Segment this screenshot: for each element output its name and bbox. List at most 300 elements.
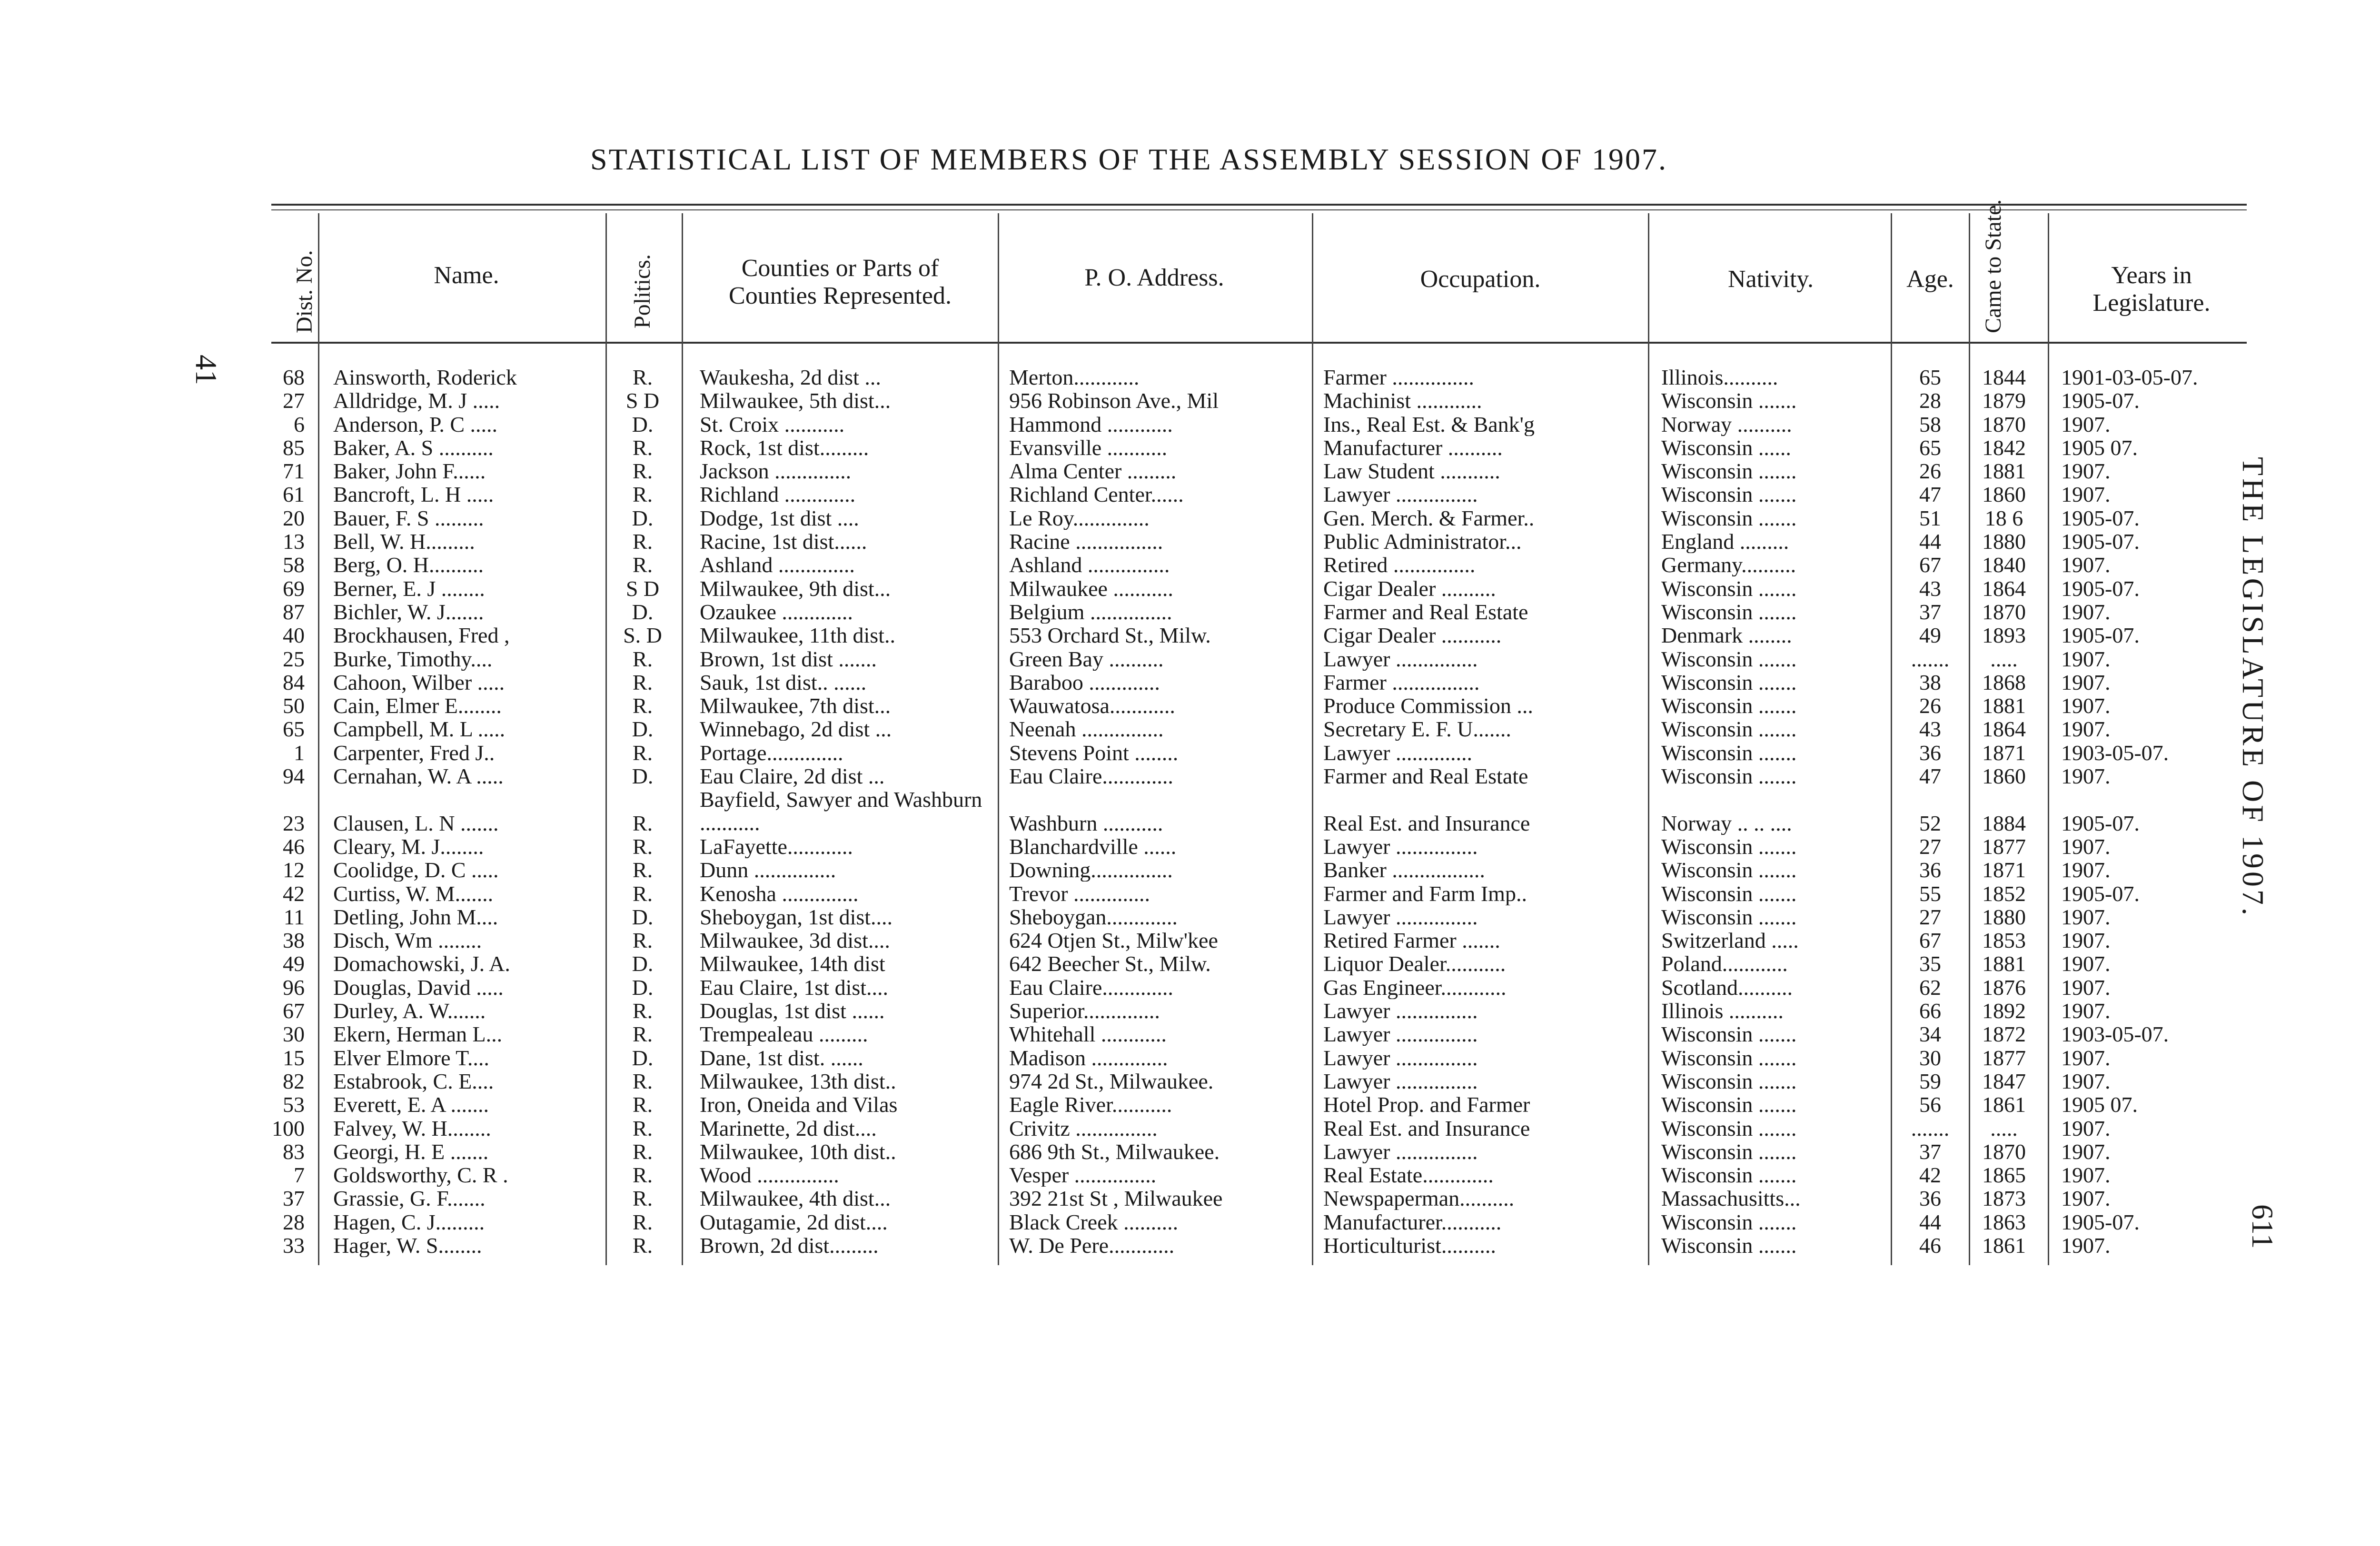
name-cell: Detling, John M.... — [333, 905, 498, 929]
name-cell: Goldsworthy, C. R . — [333, 1163, 508, 1187]
po-address-cell: Green Bay .......... — [1009, 647, 1164, 671]
county-cell: LaFayette............ — [700, 834, 853, 858]
nativity-cell: Wisconsin ....... — [1661, 741, 1797, 764]
county-cell: Eau Claire, 2d dist ... — [700, 764, 885, 788]
name-cell: Bell, W. H......... — [333, 530, 475, 554]
age-cell: 67 — [1919, 553, 1941, 577]
page-number: 611 — [2246, 1204, 2280, 1249]
po-address-cell: Belgium ............... — [1009, 600, 1172, 624]
po-address-cell: Trevor .............. — [1009, 882, 1150, 905]
years-cell: 1907. — [2061, 647, 2111, 671]
politics-cell: R. — [632, 694, 653, 718]
po-address-cell: Eau Claire............. — [1009, 975, 1173, 999]
years-cell: 1907. — [2061, 1140, 2111, 1163]
po-address-cell: Whitehall ............ — [1009, 1022, 1167, 1046]
nativity-cell: Wisconsin ....... — [1661, 576, 1797, 600]
name-cell: Baker, John F...... — [333, 459, 486, 483]
came-to-state-cell: 1842 — [1982, 436, 2026, 459]
occupation-cell: Farmer ............... — [1323, 366, 1474, 389]
po-address-cell: 642 Beecher St., Milw. — [1009, 952, 1211, 976]
came-to-state-cell: 1881 — [1982, 694, 2026, 718]
header-years-line1: Years in — [2111, 262, 2192, 289]
nativity-cell: Wisconsin ...... — [1661, 436, 1791, 459]
dist-no-cell: 38 — [283, 929, 305, 952]
name-cell: Coolidge, D. C ..... — [333, 858, 499, 882]
years-cell: 1905-07. — [2061, 811, 2140, 835]
politics-cell: R. — [632, 553, 653, 577]
occupation-cell: Gas Engineer............ — [1323, 975, 1507, 999]
table-row — [0, 717, 2266, 741]
dist-no-cell: 20 — [283, 506, 305, 530]
table-row — [0, 929, 2266, 952]
nativity-cell: Poland............ — [1661, 952, 1788, 976]
dist-no-cell: 94 — [283, 764, 305, 788]
dist-no-cell: 49 — [283, 952, 305, 976]
name-cell: Falvey, W. H........ — [333, 1116, 491, 1140]
occupation-cell: Lawyer ............... — [1323, 905, 1478, 929]
name-cell: Clausen, L. N ....... — [333, 811, 499, 835]
table-row — [0, 506, 2266, 530]
age-cell: 58 — [1919, 412, 1941, 436]
county-cell: Brown, 2d dist......... — [700, 1233, 879, 1257]
po-address-cell: Alma Center ......... — [1009, 459, 1177, 483]
table-row — [0, 1070, 2266, 1093]
dist-no-cell: 46 — [283, 834, 305, 858]
age-cell: 67 — [1919, 929, 1941, 952]
county-cell: Milwaukee, 11th dist.. — [700, 624, 895, 647]
name-cell: Anderson, P. C ..... — [333, 412, 498, 436]
age-cell: 30 — [1919, 1046, 1941, 1070]
politics-cell: D. — [632, 506, 654, 530]
came-to-state-cell: 1853 — [1982, 929, 2026, 952]
header-counties-line2: Counties Represented. — [729, 282, 952, 309]
came-to-state-cell: ..... — [1990, 1116, 2018, 1140]
header-years-line2: Legislature. — [2092, 289, 2211, 317]
nativity-cell: Wisconsin ....... — [1661, 670, 1797, 694]
county-cell: Waukesha, 2d dist ... — [700, 366, 881, 389]
occupation-cell: Gen. Merch. & Farmer.. — [1323, 506, 1535, 530]
politics-cell: R. — [632, 670, 653, 694]
politics-cell: D. — [632, 952, 654, 976]
years-cell: 1907. — [2061, 483, 2111, 506]
header-years — [2052, 262, 2251, 317]
years-cell: 1905-07. — [2061, 624, 2140, 647]
county-cell: Milwaukee, 4th dist... — [700, 1187, 891, 1210]
nativity-cell: Wisconsin ....... — [1661, 1046, 1797, 1070]
years-cell: 1901-03-05-07. — [2061, 366, 2198, 389]
occupation-cell: Manufacturer........... — [1323, 1210, 1502, 1234]
came-to-state-cell: 1871 — [1982, 741, 2026, 764]
po-address-cell: Hammond ............ — [1009, 412, 1173, 436]
occupation-cell: Lawyer ............... — [1323, 483, 1478, 506]
table-row — [0, 1140, 2266, 1163]
dist-no-cell: 84 — [283, 670, 305, 694]
dist-no-cell: 87 — [283, 600, 305, 624]
name-cell: Burke, Timothy.... — [333, 647, 493, 671]
came-to-state-cell: 1873 — [1982, 1187, 2026, 1210]
occupation-cell: Lawyer ............... — [1323, 647, 1478, 671]
table-row — [0, 952, 2266, 975]
dist-no-cell: 28 — [283, 1210, 305, 1234]
came-to-state-cell: 1881 — [1982, 459, 2026, 483]
dist-no-cell: 100 — [272, 1116, 305, 1140]
age-cell: 26 — [1919, 694, 1941, 718]
years-cell: 1905-07. — [2061, 389, 2140, 413]
dist-no-cell: 6 — [294, 412, 305, 436]
age-cell: 65 — [1919, 436, 1941, 459]
dist-no-cell: 30 — [283, 1022, 305, 1046]
age-cell: 55 — [1919, 882, 1941, 905]
header-dist-no: Dist. No. — [292, 250, 317, 333]
years-cell: 1907. — [2061, 905, 2111, 929]
dist-no-cell: 67 — [283, 999, 305, 1023]
table-row — [0, 1163, 2266, 1187]
occupation-cell: Lawyer ............... — [1323, 1046, 1478, 1070]
age-cell: 43 — [1919, 717, 1941, 741]
dist-no-cell: 1 — [294, 741, 305, 764]
po-address-cell: 624 Otjen St., Milw'kee — [1009, 929, 1218, 952]
table-row — [0, 1093, 2266, 1116]
county-cell: Sauk, 1st dist.. ...... — [700, 670, 867, 694]
nativity-cell: Scotland.......... — [1661, 975, 1793, 999]
table-row — [0, 1117, 2266, 1140]
age-cell: 42 — [1919, 1163, 1941, 1187]
years-cell: 1907. — [2061, 834, 2111, 858]
name-cell: Berner, E. J ........ — [333, 576, 485, 600]
politics-cell: R. — [632, 741, 653, 764]
table-row — [0, 999, 2266, 1022]
table-row — [0, 647, 2266, 671]
occupation-cell: Lawyer ............... — [1323, 999, 1478, 1023]
nativity-cell: Wisconsin ....... — [1661, 1233, 1797, 1257]
dist-no-cell: 13 — [283, 530, 305, 554]
name-cell: Hager, W. S........ — [333, 1233, 482, 1257]
name-cell: Cain, Elmer E........ — [333, 694, 502, 718]
name-cell: Douglas, David ..... — [333, 975, 504, 999]
occupation-cell: Farmer and Real Estate — [1323, 600, 1528, 624]
politics-cell: S D — [625, 389, 660, 413]
county-cell: Outagamie, 2d dist.... — [700, 1210, 888, 1234]
name-cell: Curtiss, W. M....... — [333, 882, 494, 905]
table-row — [0, 436, 2266, 459]
table-row — [0, 1022, 2266, 1046]
nativity-cell: Wisconsin ....... — [1661, 905, 1797, 929]
came-to-state-cell: 1884 — [1982, 811, 2026, 835]
dist-no-cell: 11 — [283, 905, 305, 929]
occupation-cell: Farmer and Real Estate — [1323, 764, 1528, 788]
po-address-cell: 553 Orchard St., Milw. — [1009, 624, 1211, 647]
dist-no-cell: 58 — [283, 553, 305, 577]
years-cell: 1905 07. — [2061, 1093, 2138, 1117]
years-cell: 1907. — [2061, 717, 2111, 741]
county-cell: Jackson .............. — [700, 459, 852, 483]
po-address-cell: W. De Pere............ — [1009, 1233, 1175, 1257]
politics-cell: R. — [632, 530, 653, 554]
name-cell: Disch, Wm ........ — [333, 929, 482, 952]
came-to-state-cell: ..... — [1990, 647, 2018, 671]
politics-cell: R. — [632, 1093, 653, 1117]
politics-cell: R. — [632, 436, 653, 459]
county-cell: Brown, 1st dist ....... — [700, 647, 877, 671]
occupation-cell: Retired ............... — [1323, 553, 1476, 577]
header-name: Name. — [434, 262, 499, 289]
came-to-state-cell: 1893 — [1982, 624, 2026, 647]
years-cell: 1907. — [2061, 1187, 2111, 1210]
nativity-cell: Wisconsin ....... — [1661, 1093, 1797, 1117]
member-table — [0, 366, 2266, 1257]
po-address-cell: Madison .............. — [1009, 1046, 1168, 1070]
came-to-state-cell: 1877 — [1982, 834, 2026, 858]
table-row — [0, 882, 2266, 905]
age-cell: 36 — [1919, 858, 1941, 882]
name-cell: Ekern, Herman L... — [333, 1022, 503, 1046]
nativity-cell: England ......... — [1661, 530, 1789, 554]
occupation-cell: Newspaperman.......... — [1323, 1187, 1515, 1210]
age-cell: 38 — [1919, 670, 1941, 694]
occupation-cell: Machinist ............ — [1323, 389, 1482, 413]
politics-cell: D. — [632, 905, 654, 929]
table-row — [0, 459, 2266, 483]
dist-no-cell: 40 — [283, 624, 305, 647]
county-cell: Racine, 1st dist...... — [700, 530, 867, 554]
table-row — [0, 764, 2266, 788]
table-row — [0, 553, 2266, 576]
table-row — [0, 1210, 2266, 1234]
po-address-cell: Evansville ........... — [1009, 436, 1168, 459]
years-cell: 1907. — [2061, 1233, 2111, 1257]
nativity-cell: Wisconsin ....... — [1661, 717, 1797, 741]
years-cell: 1907. — [2061, 600, 2111, 624]
nativity-cell: Wisconsin ....... — [1661, 1140, 1797, 1163]
occupation-cell: Horticulturist.......... — [1323, 1233, 1496, 1257]
years-cell: 1907. — [2061, 999, 2111, 1023]
politics-cell: R. — [632, 1163, 653, 1187]
dist-no-cell: 12 — [283, 858, 305, 882]
table-row — [0, 366, 2266, 389]
age-cell: 44 — [1919, 1210, 1941, 1234]
dist-no-cell: 71 — [283, 459, 305, 483]
came-to-state-cell: 1880 — [1982, 905, 2026, 929]
po-address-cell: Vesper ............... — [1009, 1163, 1157, 1187]
occupation-cell: Lawyer ............... — [1323, 1022, 1478, 1046]
name-cell: Bichler, W. J....... — [333, 600, 484, 624]
years-cell: 1907. — [2061, 975, 2111, 999]
came-to-state-cell: 1881 — [1982, 952, 2026, 976]
po-address-cell: Stevens Point ........ — [1009, 741, 1179, 764]
name-cell: Durley, A. W....... — [333, 999, 486, 1023]
po-address-cell: 686 9th St., Milwaukee. — [1009, 1140, 1220, 1163]
politics-cell: R. — [632, 929, 653, 952]
nativity-cell: Wisconsin ....... — [1661, 1210, 1797, 1234]
name-cell: Bauer, F. S ......... — [333, 506, 484, 530]
nativity-cell: Wisconsin ....... — [1661, 882, 1797, 905]
occupation-cell: Farmer ................ — [1323, 670, 1480, 694]
po-address-cell: 956 Robinson Ave., Mil — [1009, 389, 1219, 413]
came-to-state-cell: 1865 — [1982, 1163, 2026, 1187]
occupation-cell: Produce Commission ... — [1323, 694, 1533, 718]
occupation-cell: Lawyer ............... — [1323, 834, 1478, 858]
age-cell: 37 — [1919, 1140, 1941, 1163]
came-to-state-cell: 1871 — [1982, 858, 2026, 882]
years-cell: 1905-07. — [2061, 576, 2140, 600]
occupation-cell: Real Est. and Insurance — [1323, 1116, 1530, 1140]
name-cell: Campbell, M. L ..... — [333, 717, 506, 741]
county-cell: Rock, 1st dist......... — [700, 436, 869, 459]
occupation-cell: Lawyer ............... — [1323, 1140, 1478, 1163]
nativity-cell: Wisconsin ....... — [1661, 389, 1797, 413]
county-cell: Milwaukee, 9th dist... — [700, 576, 891, 600]
occupation-cell: Cigar Dealer .......... — [1323, 576, 1496, 600]
dist-no-cell: 85 — [283, 436, 305, 459]
nativity-cell: Wisconsin ....... — [1661, 459, 1797, 483]
dist-no-cell: 27 — [283, 389, 305, 413]
po-address-cell: Downing............... — [1009, 858, 1173, 882]
occupation-cell: Retired Farmer ....... — [1323, 929, 1500, 952]
age-cell: 37 — [1919, 600, 1941, 624]
dist-no-cell: 83 — [283, 1140, 305, 1163]
county-cell: Douglas, 1st dist ...... — [700, 999, 885, 1023]
header-rule-top — [271, 204, 2247, 206]
county-cell: St. Croix ........... — [700, 412, 845, 436]
name-cell: Cernahan, W. A ..... — [333, 764, 504, 788]
dist-no-cell: 96 — [283, 975, 305, 999]
dist-no-cell: 37 — [283, 1187, 305, 1210]
name-cell: Hagen, C. J......... — [333, 1210, 485, 1234]
nativity-cell: Wisconsin ....... — [1661, 1163, 1797, 1187]
politics-cell: D. — [632, 412, 654, 436]
county-cell: Trempealeau ......... — [700, 1022, 868, 1046]
politics-cell: D. — [632, 975, 654, 999]
politics-cell: R. — [632, 1233, 653, 1257]
county-cell: Iron, Oneida and Vilas — [700, 1093, 898, 1117]
county-cell: Ozaukee ............. — [700, 600, 853, 624]
occupation-cell: Cigar Dealer ........... — [1323, 624, 1502, 647]
politics-cell: R. — [632, 1116, 653, 1140]
came-to-state-cell: 1852 — [1982, 882, 2026, 905]
came-to-state-cell: 1864 — [1982, 576, 2026, 600]
table-row — [0, 1046, 2266, 1070]
nativity-cell: Wisconsin ....... — [1661, 647, 1797, 671]
years-cell: 1907. — [2061, 1163, 2111, 1187]
years-cell: 1907. — [2061, 1116, 2111, 1140]
came-to-state-cell: 1870 — [1982, 600, 2026, 624]
came-to-state-cell: 1860 — [1982, 764, 2026, 788]
name-cell: Berg, O. H.......... — [333, 553, 484, 577]
table-row — [0, 694, 2266, 717]
signature-mark: 41 — [189, 355, 223, 385]
nativity-cell: Norway .......... — [1661, 412, 1792, 436]
dist-no-cell: 82 — [283, 1069, 305, 1093]
header-politics: Politics. — [630, 254, 655, 328]
po-address-cell: Neenah ............... — [1009, 717, 1164, 741]
age-cell: 44 — [1919, 530, 1941, 554]
po-address-cell: 974 2d St., Milwaukee. — [1009, 1069, 1214, 1093]
header-counties-line1: Counties or Parts of — [741, 255, 939, 282]
came-to-state-cell: 1876 — [1982, 975, 2026, 999]
age-cell: 62 — [1919, 975, 1941, 999]
years-cell: 1905-07. — [2061, 1210, 2140, 1234]
dist-no-cell: 69 — [283, 576, 305, 600]
politics-cell: R. — [632, 1210, 653, 1234]
header-rule-top-thin — [271, 209, 2247, 210]
years-cell: 1905-07. — [2061, 882, 2140, 905]
nativity-cell: Illinois.......... — [1661, 366, 1778, 389]
name-cell: Carpenter, Fred J.. — [333, 741, 495, 764]
po-address-cell: Richland Center...... — [1009, 483, 1184, 506]
table-row — [0, 1234, 2266, 1257]
name-cell: Georgi, H. E ....... — [333, 1140, 489, 1163]
dist-no-cell: 23 — [283, 811, 305, 835]
nativity-cell: Denmark ........ — [1661, 624, 1792, 647]
header-counties — [685, 255, 995, 310]
years-cell: 1907. — [2061, 952, 2111, 976]
age-cell: 43 — [1919, 576, 1941, 600]
came-to-state-cell: 1870 — [1982, 412, 2026, 436]
politics-cell: R. — [632, 647, 653, 671]
age-cell: 28 — [1919, 389, 1941, 413]
po-address-cell: 392 21st St , Milwaukee — [1009, 1187, 1223, 1210]
nativity-cell: Switzerland ..... — [1661, 929, 1799, 952]
politics-cell: R. — [632, 882, 653, 905]
county-cell: Milwaukee, 13th dist.. — [700, 1069, 896, 1093]
age-cell: 49 — [1919, 624, 1941, 647]
table-row — [0, 835, 2266, 858]
county-cell: Eau Claire, 1st dist.... — [700, 975, 889, 999]
po-address-cell: Washburn ........... — [1009, 811, 1163, 835]
county-cell: Portage.............. — [700, 741, 843, 764]
age-cell: ....... — [1911, 1116, 1950, 1140]
politics-cell: R. — [632, 366, 653, 389]
age-cell: 47 — [1919, 764, 1941, 788]
occupation-cell: Secretary E. F. U....... — [1323, 717, 1511, 741]
years-cell: 1905-07. — [2061, 530, 2140, 554]
dist-no-cell: 15 — [283, 1046, 305, 1070]
county-cell: Richland ............. — [700, 483, 856, 506]
years-cell: 1907. — [2061, 929, 2111, 952]
politics-cell: D. — [632, 1046, 654, 1070]
po-address-cell: Ashland ............... — [1009, 553, 1170, 577]
county-cell: Milwaukee, 14th dist — [700, 952, 885, 976]
table-row — [0, 1187, 2266, 1210]
dist-no-cell: 61 — [283, 483, 305, 506]
table-row — [0, 413, 2266, 436]
header-po-address: P. O. Address. — [1084, 264, 1224, 291]
occupation-cell: Farmer and Farm Imp.. — [1323, 882, 1527, 905]
age-cell: 47 — [1919, 483, 1941, 506]
occupation-cell: Lawyer ............... — [1323, 1069, 1478, 1093]
politics-cell: R. — [632, 834, 653, 858]
age-cell: 59 — [1919, 1069, 1941, 1093]
occupation-cell: Ins., Real Est. & Bank'g — [1323, 412, 1535, 436]
table-row — [0, 741, 2266, 764]
county-cell: Dodge, 1st dist .... — [700, 506, 859, 530]
came-to-state-cell: 18 6 — [1984, 506, 2023, 530]
nativity-cell: Massachusitts... — [1661, 1187, 1801, 1210]
came-to-state-cell: 1872 — [1982, 1022, 2026, 1046]
table-row — [0, 976, 2266, 999]
age-cell: 27 — [1919, 834, 1941, 858]
dist-no-cell: 53 — [283, 1093, 305, 1117]
politics-cell: R. — [632, 811, 653, 835]
po-address-cell: Milwaukee ........... — [1009, 576, 1173, 600]
nativity-cell: Wisconsin ....... — [1661, 1022, 1797, 1046]
po-address-cell: Racine ................ — [1009, 530, 1163, 554]
page-title: STATISTICAL LIST OF MEMBERS OF THE ASSEMBLY SESSION OF 1907. — [590, 142, 1668, 176]
nativity-cell: Wisconsin ....... — [1661, 858, 1797, 882]
age-cell: 35 — [1919, 952, 1941, 976]
header-occupation: Occupation. — [1420, 266, 1541, 293]
politics-cell: R. — [632, 1187, 653, 1210]
